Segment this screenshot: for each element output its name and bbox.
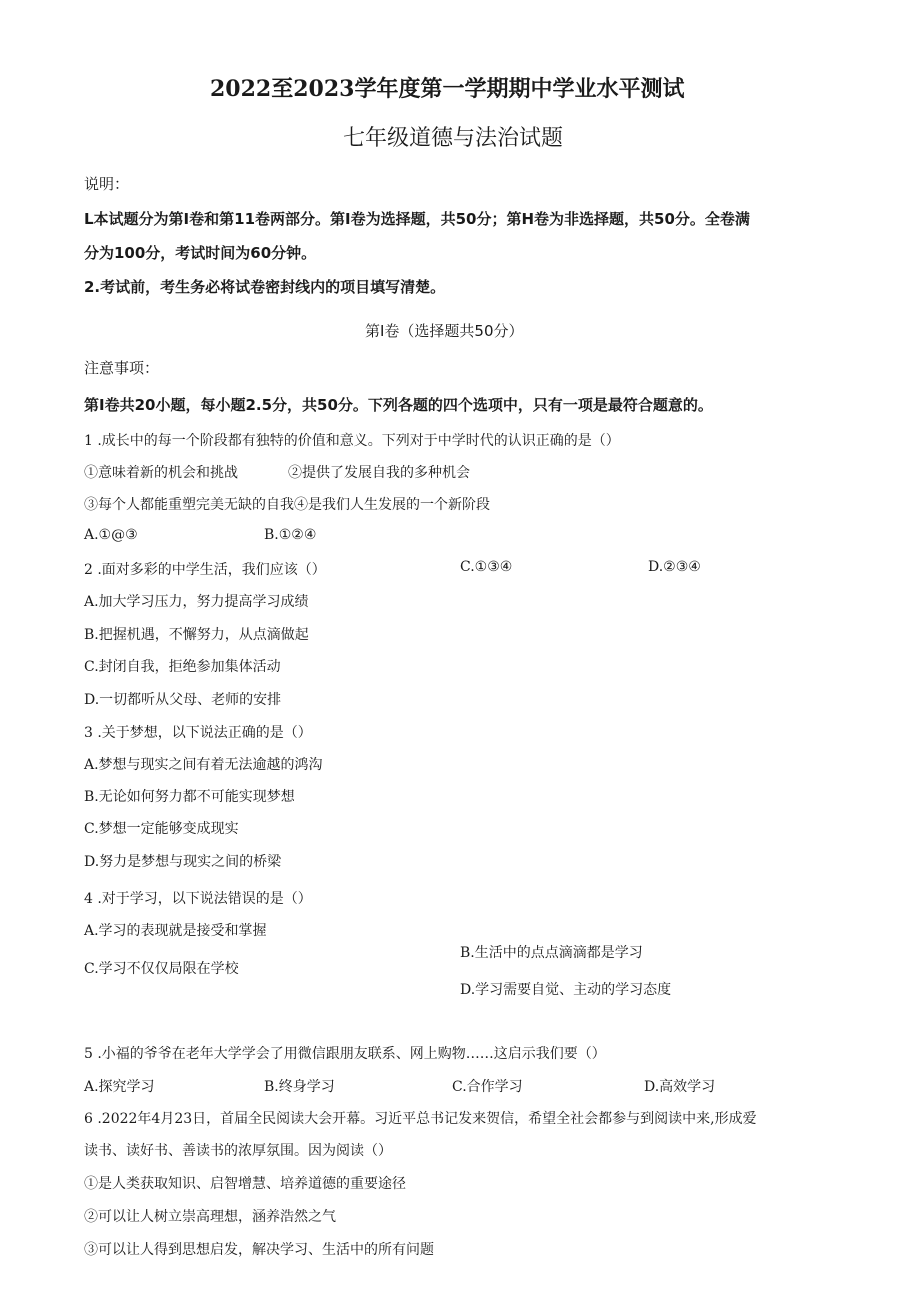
q4-stem: 4 .对于学习，以下说法错误的是（） bbox=[84, 891, 312, 907]
q4-option-d: D.学习需要自觉、主动的学习态度 bbox=[460, 982, 672, 998]
instructions-line1a: L本试题分为第I卷和第11卷两部分。第I卷为选择题，共50分；第H卷为非选择题，共50分。全卷满 bbox=[84, 210, 750, 228]
q5-option-d: D.高效学习 bbox=[644, 1079, 716, 1095]
q4-option-c: C.学习不仅仅局限在学校 bbox=[84, 961, 239, 977]
q2-option-c: C.封闭自我，拒绝参加集体活动 bbox=[84, 659, 281, 675]
q3-stem: 3 .关于梦想，以下说法正确的是（） bbox=[84, 725, 312, 741]
q2-option-d: D.一切都听从父母、老师的安排 bbox=[84, 692, 282, 708]
exam-title: 2022至2023学年度第一学期期中学业水平测试 bbox=[210, 76, 685, 102]
instructions-label: 说明： bbox=[84, 175, 130, 193]
q6-statement-2: ②可以让人树立崇高理想，涵养浩然之气 bbox=[84, 1209, 336, 1225]
instructions-line2: 2.考试前，考生务必将试卷密封线内的项目填写清楚。 bbox=[84, 278, 446, 296]
notes-label: 注意事项： bbox=[84, 359, 160, 377]
q5-option-a: A.探究学习 bbox=[84, 1079, 155, 1095]
q3-option-b: B.无论如何努力都不可能实现梦想 bbox=[84, 789, 295, 805]
q3-option-c: C.梦想一定能够变成现实 bbox=[84, 821, 239, 837]
q6-stem-line2: 读书、读好书、善读书的浓厚氛围。因为阅读（） bbox=[84, 1143, 392, 1159]
notes-text: 第I卷共20小题，每小题2.5分，共50分。下列各题的四个选项中，只有一项是最符合题意的。 bbox=[84, 396, 713, 414]
q3-option-a: A.梦想与现实之间有着无法逾越的鸿沟 bbox=[84, 757, 323, 773]
q1-option-b: B.①②④ bbox=[264, 527, 317, 543]
section-title: 第I卷（选择题共50分） bbox=[365, 322, 524, 340]
q5-stem: 5 .小福的爷爷在老年大学学会了用微信跟朋友联系、网上购物……这启示我们要（） bbox=[84, 1046, 606, 1062]
q1-stem: 1 .成长中的每一个阶段都有独特的价值和意义。下列对于中学时代的认识正确的是（） bbox=[84, 433, 620, 449]
q6-statement-1: ①是人类获取知识、启智增慧、培养道德的重要途径 bbox=[84, 1176, 406, 1192]
q1-statement-1: ①意味着新的机会和挑战 bbox=[84, 465, 238, 481]
q1-option-d: D.②③④ bbox=[648, 559, 701, 575]
exam-subtitle: 七年级道德与法治试题 bbox=[343, 126, 564, 151]
q2-option-b: B.把握机遇，不懈努力，从点滴做起 bbox=[84, 627, 309, 643]
q1-statement-2: ②提供了发展自我的多种机会 bbox=[288, 465, 470, 481]
q6-statement-3: ③可以让人得到思想启发，解决学习、生活中的所有问题 bbox=[84, 1242, 434, 1258]
q2-option-a: A.加大学习压力，努力提高学习成绩 bbox=[84, 594, 309, 610]
q5-option-b: B.终身学习 bbox=[264, 1079, 335, 1095]
q1-statement-3: ③每个人都能重塑完美无缺的自我④是我们人生发展的一个新阶段 bbox=[84, 497, 490, 513]
q4-option-a: A.学习的表现就是接受和掌握 bbox=[84, 923, 267, 939]
q5-option-c: C.合作学习 bbox=[452, 1079, 523, 1095]
q1-option-a: A.①@③ bbox=[84, 527, 138, 543]
q3-option-d: D.努力是梦想与现实之间的桥梁 bbox=[84, 854, 282, 870]
q2-stem: 2 .面对多彩的中学生活，我们应该（） bbox=[84, 562, 326, 578]
instructions-line1b: 分为100分，考试时间为60分钟。 bbox=[84, 244, 317, 262]
q4-option-b: B.生活中的点点滴滴都是学习 bbox=[460, 945, 643, 961]
q6-stem-line1: 6 .2022年4月23日，首届全民阅读大会开幕。习近平总书记发来贺信，希望全社会都参与到阅读中来,形成爱 bbox=[84, 1111, 757, 1127]
q1-option-c: C.①③④ bbox=[460, 559, 513, 575]
